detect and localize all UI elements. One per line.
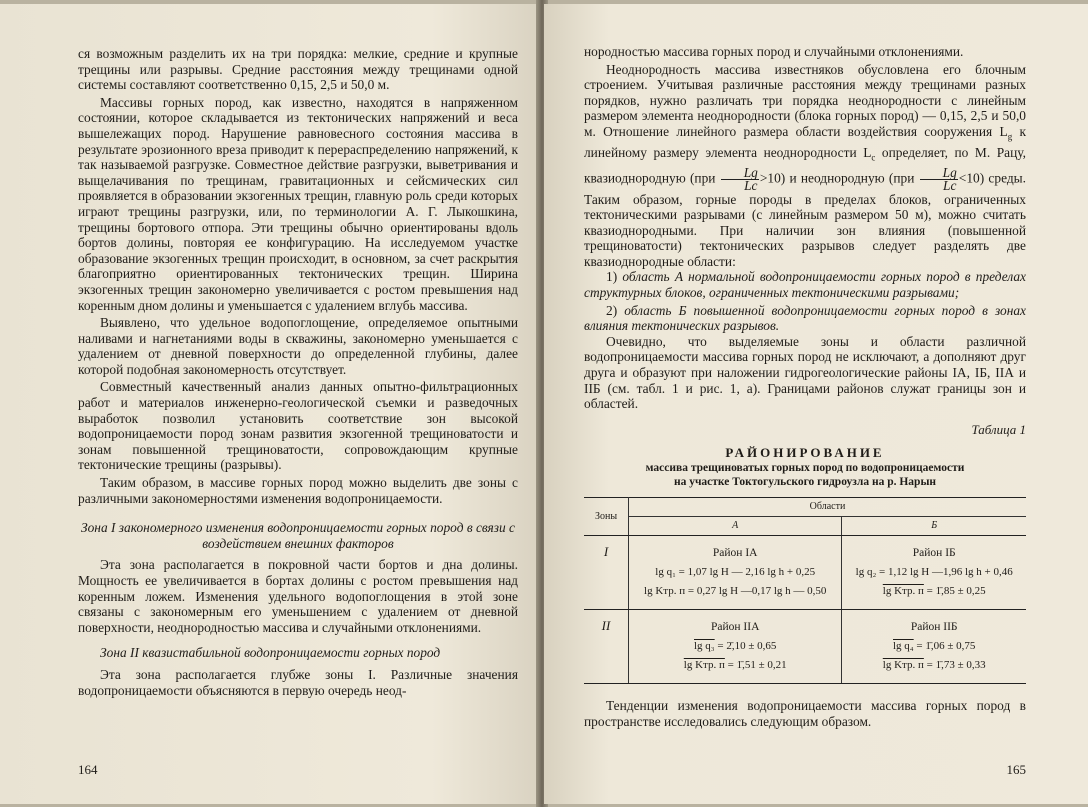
table-subtitle-1: массива трещиноватых горных пород по водопроницаемости — [645, 462, 965, 474]
left-paragraph-6: Эта зона располагается в покровной части бортов и дна долины. Мощность ее увеличивается в бортах долины с ростом превышения над коренным ложем. Изменения удельного водопоглощения в этой зоне связаны с закономерным его уменьшением с удалением от дневной поверхности, неоднородностью массива и случайными отклонениями. — [78, 557, 518, 635]
left-text-column — [78, 46, 518, 698]
left-page — [0, 4, 540, 804]
left-page-number: 164 — [78, 762, 98, 777]
left-paragraph-5: Таким образом, в массиве горных пород можно выделить две зоны с различными закономерностями изменения водопроницаемости. — [78, 475, 518, 506]
table-cell-ib: Район IБ lg q₂ = 1,12 lg H —1,96 lg h + 0,46 lg Kтр. п = 1̄,85 ± 0,25 — [842, 536, 1026, 610]
zone-1-heading: Зона I закономерного изменения водопроницаемости горных пород в связи с воздействием внешних факторов — [80, 520, 515, 551]
table-subtitle-2: на участке Токтогульского гидроузла на р. Нарын — [673, 476, 937, 488]
left-paragraph-2: Массивы горных пород, как известно, находятся в напряженном состоянии, которое складывается из тектонических напряжений и веса вышележащих пород. Нарушение равновесного состояния массива в результате эрозионного вреза приводит к перераспределению напряжений, к так называемой разгрузке. Совместное действие разгрузки, выветривания и выщелачивания по трещинам, гравитационных и сейсмических сил проявляется в образовании экзогенных трещин, главную роль среди которых играют трещины разгрузки, или, по терминологии А. Г. Лыкошкина, трещины бортового отпора. Эти трещины обычно ориентированы вдоль бортов долины, повторяя ее конфигурацию. На исследуемом участке образование экзогенных трещин происходит, в основном, за счет раскрытия благоприятно ориентированных тектонических трещин. Ширина экзогенных трещин закономерно увеличивается с ростом превышения над коренным дном долины и уменьшается с удалением вглубь массива. — [78, 94, 518, 313]
right-paragraph-3: Очевидно, что выделяемые зоны и области различной водопроницаемости массива горных пород не исключают, а дополняют друг друга и образуют при наложении гидрогеологические районы IА, IБ, IIА и IIБ (см. табл. 1 и рис. 1, а). Границами районов служат границы зон и областей. — [584, 333, 1026, 412]
table-cell-zone: II — [584, 610, 629, 684]
table-cell-ia: Район IА lg q₁ = 1,07 lg H — 2,16 lg h + 0,25 lg Kтр. п = 0,27 lg H —0,17 lg h — 0,50 — [629, 536, 842, 610]
table-cell-iib: Район IIБ lg q₄ = 1̄,06 ± 0,75 lg Kтр. п = 1̄,73 ± 0,33 — [842, 610, 1026, 684]
list-item: 2) область Б повышенной водопроницаемости горных пород в зонах влияния тектонических разрывов. — [584, 302, 1026, 334]
areas-list — [584, 269, 1026, 333]
left-paragraph-3: Выявлено, что удельное водопоглощение, определяемое опытными наливами и нагнетаниями воды в скважины, закономерно уменьшается с удалением от дневной поверхности до определенной глубины, далее которой подобная закономерность отсутствует. — [78, 315, 518, 377]
table-header-a: А — [629, 517, 842, 536]
list-item: 1) область А нормальной водопроницаемости горных пород в пределах структурных блоков, ограниченных тектоническими разрывами; — [584, 269, 1026, 301]
right-paragraph-2: Неоднородность массива известняков обусловлена его блочным строением. Учитывая различные расстояния между трещинами разных порядков, нужно различать три порядка неоднородности с линейным размером элемента неоднородности (блока горных пород) — 0,15, 2,5 и 50,0 м. Отношение линейного размера области воздействия сооружения $L_g$ к линейному размеру элемента неоднородности $L_c$ определяет, по М. Рацу, квазиоднородную (при $\frac{Lg}{Lc}$ >10) и неоднородную (при $\frac{Lg}{Lc}$ <10) среды. Таким образом, горные породы в пределах блоков, ограниченных тектоническими разрывами (с линейным размером 50 м), можно считать квазиоднородными. При наличии зон влияния (повышенной трещиноватости) тектонических разрывов следует разделять две квазиоднородные области: — [584, 61, 1026, 269]
table-caption: Таблица 1 — [971, 421, 1026, 437]
ratio-fraction-2: $\frac{Lg}{Lc}$ — [920, 167, 958, 192]
zone-2-heading: Зона II квазистабильной водопроницаемости горных пород — [100, 645, 441, 661]
right-text-column — [584, 44, 1026, 729]
left-paragraph-4: Совместный качественный анализ данных опытно-фильтрационных работ и материалов инженерно-геологической съемки и разведочных выработок позволил установить соответствие зон высокой водопроницаемости пород зонам развития экзогенной трещиноватости и зонам повышенной трещиноватости, сопровождающим крупные тектонические трещины (разрывы). — [78, 379, 518, 473]
left-paragraph-7: Эта зона располагается глубже зоны I. Различные значения водопроницаемости объясняются в первую очередь неод- — [78, 666, 518, 698]
right-page-number: 165 — [1006, 762, 1026, 777]
table-header-b: Б — [842, 517, 1026, 536]
right-paragraph-1: нородностью массива горных пород и случайными отклонениями. — [584, 44, 964, 59]
zoning-table — [584, 497, 1026, 684]
ratio-fraction: $\frac{Lg}{Lc}$ — [721, 167, 759, 192]
left-paragraph-1: ся возможным разделить их на три порядка: мелкие, средние и крупные трещины или разрывы. Средние расстояния между трещинами одной системы составляют соответственно 0,15, 2,5 и 50,0 м. — [78, 46, 518, 93]
table-cell-zone: I — [584, 536, 629, 610]
right-page — [544, 4, 1088, 804]
right-paragraph-4: Тенденции изменения водопроницаемости массива горных пород в пространстве исследовались следующим образом. — [584, 698, 1026, 729]
table-header-zones: Зоны — [584, 498, 629, 536]
table-title: РАЙОНИРОВАНИЕ — [725, 445, 885, 461]
table-row — [584, 610, 1026, 684]
table-cell-iia: Район IIА lg q₃ = 2̄,10 ± 0,65 lg Kтр. п = 1̄,51 ± 0,21 — [629, 610, 842, 684]
table-header-areas: Области — [629, 498, 1027, 517]
table-row — [584, 536, 1026, 610]
